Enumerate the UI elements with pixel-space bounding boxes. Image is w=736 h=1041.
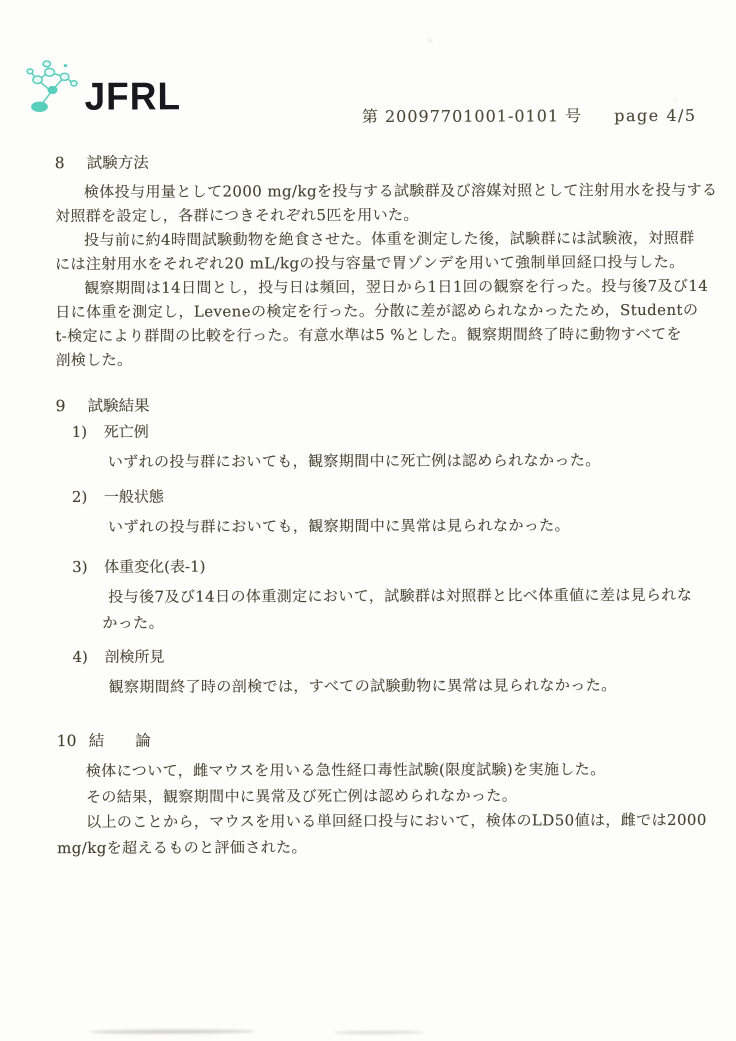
scan-speck [428, 40, 431, 42]
scan-speck [675, 99, 677, 101]
section-10-title: 結 論 [88, 731, 151, 750]
section-8-number: 8 [54, 154, 65, 173]
section-8-title: 試験方法 [86, 153, 149, 172]
result-item-1-body [108, 448, 684, 476]
section-8-paragraphs [54, 178, 718, 372]
text-line: 以上のことから，マウスを用いる単回経口投与において，検体のLD50値は，雌では2000 [86, 810, 707, 831]
text-line: いずれの投与群においても，観察期間中に死亡例は認められなかった。 [107, 451, 601, 471]
text-line: 投与前に約4時間試験動物を絶食させた。体重を測定した後，試験群には試験液，対照群 [83, 228, 695, 249]
scan-smudge [334, 1031, 424, 1034]
text-line: 検体投与用量として2000 mg/kgを投与する試験群及び溶媒対照として注射用水を投与する [83, 180, 718, 201]
result-item-4-number: 4) [72, 647, 88, 667]
section-9-heading [55, 396, 150, 416]
text-line: 検体について，雌マウスを用いる急性経口毒性試験(限度試験)を実施した。 [85, 760, 606, 780]
text-line: 剖検した。 [55, 350, 133, 370]
section-9-number: 9 [55, 397, 66, 416]
text-line: 投与後7及び14日の体重測定において，試験群は対照群と比べ体重値に差は見られな [108, 585, 693, 606]
section-8-heading [54, 153, 149, 173]
page-indicator: page 4/5 [614, 105, 697, 126]
result-item-2-label [56, 487, 164, 507]
result-item-4-title: 剖検所見 [104, 647, 165, 666]
result-item-3-number: 3) [72, 557, 88, 577]
section-10-heading [56, 731, 151, 751]
result-item-1-title: 死亡例 [103, 422, 149, 441]
document-number: 第 20097701001-0101 号 [361, 106, 583, 127]
text-line: 観察期間終了時の剖検では，すべての試験動物に異常は見られなかった。 [108, 676, 617, 696]
brand-name: JFRL [84, 74, 182, 119]
text-line: 日に体重を測定し，Leveneの検定を行った。分散に差が認められなかったため，Studentの [55, 300, 699, 322]
result-item-4-body [109, 673, 685, 701]
scan-smudge [90, 1029, 255, 1034]
result-item-1-label [56, 422, 149, 442]
result-item-3-label [56, 557, 206, 577]
document-header [0, 103, 697, 128]
result-item-3-body [102, 583, 693, 636]
result-item-2-title: 一般状態 [103, 487, 164, 506]
text-line: いずれの投与群においても，観察期間中に異常は見られなかった。 [107, 516, 571, 536]
section-10-number: 10 [56, 732, 77, 751]
text-line: t-検定により群間の比較を行った。有意水準は5 %とした。観察期間終了時に動物すべてを [55, 324, 682, 346]
text-line: 観察期間は14日間とし，投与日は頻回，翌日から1日1回の観察を行った。投与後7及び14 [84, 276, 709, 297]
result-item-3-title: 体重変化(表-1) [104, 557, 206, 576]
text-line: その結果，観察期間中に異常及び死亡例は認められなかった。 [85, 785, 518, 806]
result-item-4-label [56, 647, 165, 667]
result-item-2-body [108, 513, 684, 541]
section-10-paragraphs [57, 757, 707, 861]
text-line: かった。 [102, 613, 164, 632]
result-item-2-number: 2) [71, 487, 88, 507]
text-line: 対照群を設定し，各群につきそれぞれ5匹を用いた。 [54, 205, 419, 226]
text-line: には注射用水をそれぞれ20 mL/kgの投与容量で胃ゾンデを用いて強制単回経口投与した。 [55, 252, 685, 274]
text-line: mg/kgを超えるものと評価された。 [57, 837, 307, 857]
section-9-title: 試験結果 [87, 396, 150, 415]
result-item-1-number: 1) [71, 422, 88, 442]
